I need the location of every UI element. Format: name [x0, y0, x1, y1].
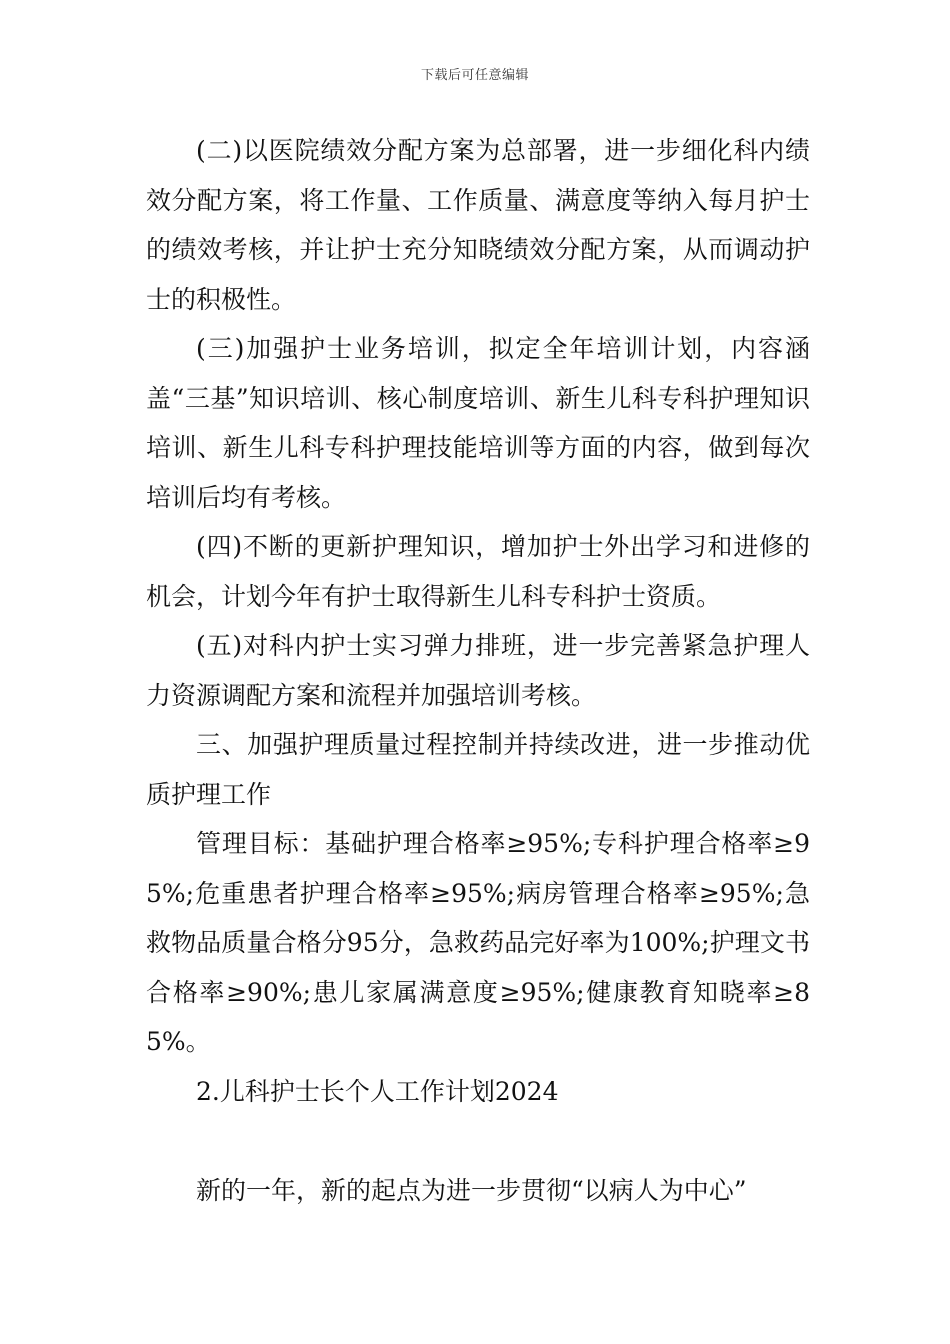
paragraph-scheduling: (五)对科内护士实习弹力排班，进一步完善紧急护理人力资源调配方案和流程并加强培训考核。 [146, 631, 810, 710]
section-heading-quality-control: 三、加强护理质量过程控制并持续改进，进一步推动优质护理工作 [146, 730, 810, 809]
section-heading-work-plan: 2.儿科护士长个人工作计划2024 [196, 1076, 559, 1106]
paragraph-knowledge-update: (四)不断的更新护理知识，增加护士外出学习和进修的机会，计划今年有护士取得新生儿科专科护士资质。 [146, 532, 810, 611]
paragraph-training: (三)加强护士业务培训，拟定全年培训计划，内容涵盖“三基”知识培训、核心制度培训、新生儿科专科护理知识培训、新生儿科专科护理技能培训等方面的内容，做到每次培训后均有考核。 [146, 334, 810, 512]
blank-line [146, 1116, 810, 1166]
paragraph-performance-allocation: (二)以医院绩效分配方案为总部署，进一步细化科内绩效分配方案，将工作量、工作质量、满意度等纳入每月护士的绩效考核，并让护士充分知晓绩效分配方案，从而调动护士的积极性。 [146, 136, 810, 314]
paragraph-new-year: 新的一年，新的起点为进一步贯彻“以病人为中心” [196, 1175, 747, 1205]
page-header: 下载后可任意编辑 [420, 68, 529, 83]
paragraph-management-goals: 管理目标：基础护理合格率≥95%;专科护理合格率≥95%;危重患者护理合格率≥95%;病房管理合格率≥95%;急救物品质量合格分95分，急救药品完好率为100%;护理文书合格率≥90%;患儿家属满意度≥95%;健康教育知晓率≥85%。 [146, 829, 810, 1056]
document-body [146, 126, 810, 1215]
